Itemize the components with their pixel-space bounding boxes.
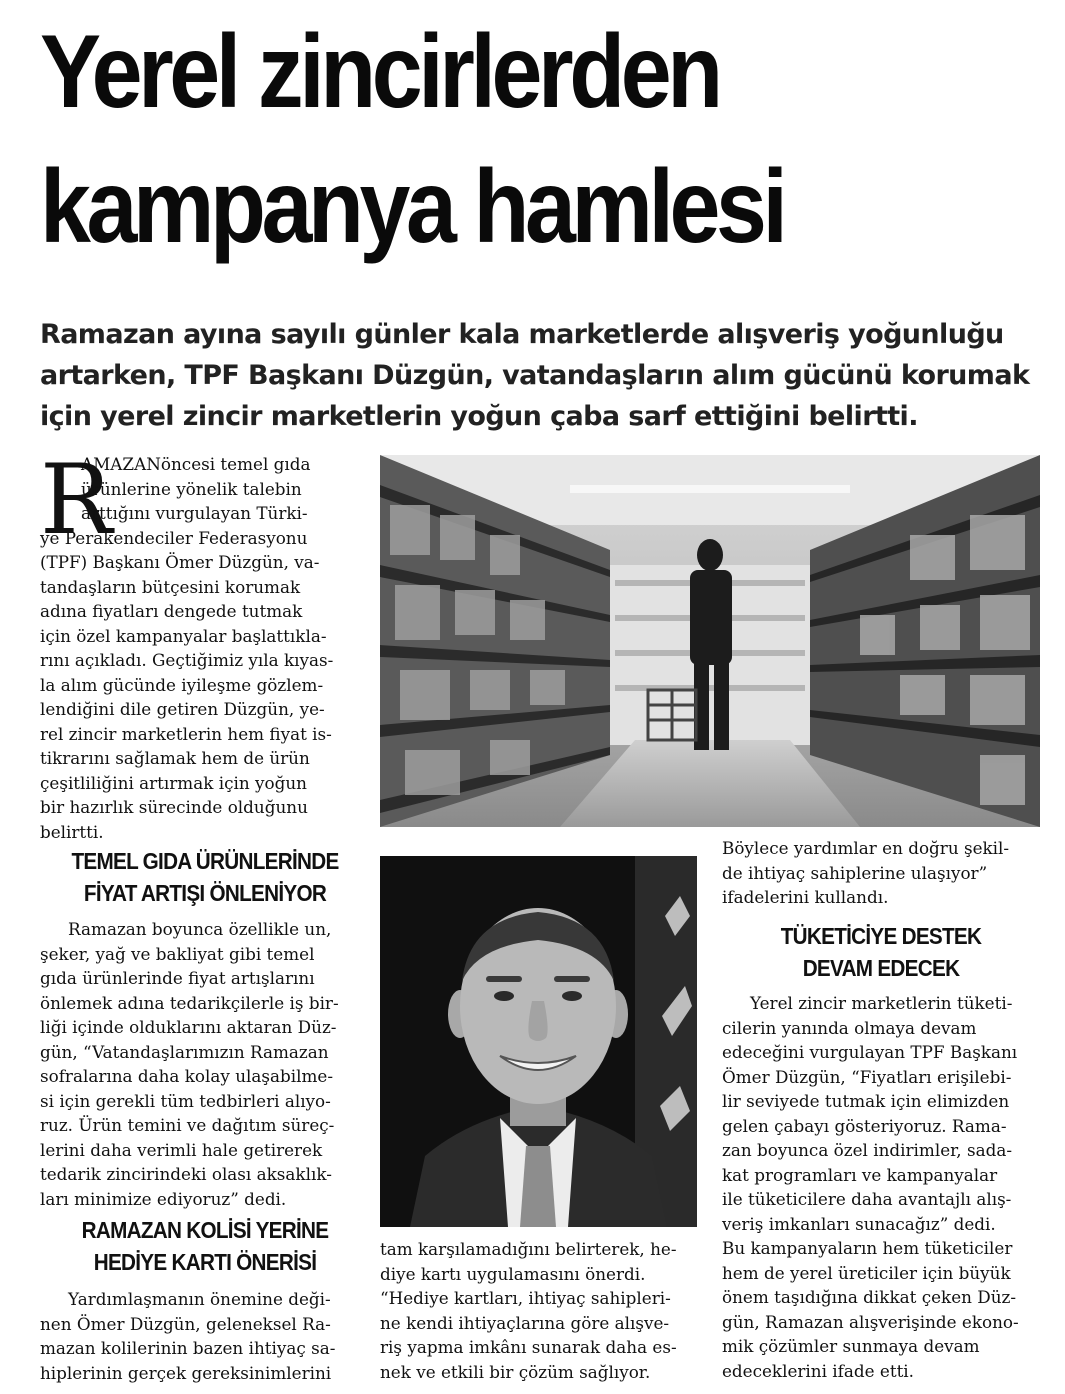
text-line: ifadelerini kullandı. — [722, 887, 889, 907]
text-line: cilerin yanında olmaya devam — [722, 1017, 977, 1038]
text-line: gıda ürünlerinde fiyat artışlarını — [40, 968, 315, 988]
subheading-line: RAMAZAN KOLİSİ YERİNE — [81, 1217, 329, 1243]
right-column-top-paragraph — [722, 836, 1042, 910]
text-line: liği içinde olduklarını aktaran Düz- — [40, 1017, 337, 1037]
text-line: tam karşılamadığını belirterek, he- — [380, 1239, 677, 1259]
deck-line: Ramazan ayına sayılı günler kala marketlerde alışveriş yoğunluğu — [40, 319, 1004, 350]
subheading-price-increase — [57, 845, 354, 909]
text-line: veriş imkanları sunacağız” dedi. — [722, 1213, 996, 1234]
text-line: mazan kolilerinin bazen ihtiyaç sa- — [40, 1338, 336, 1358]
text-line: sofralarına daha kolay ulaşabilme- — [40, 1066, 333, 1086]
text-line: ne kendi ihtiyaçlarına göre alışve- — [380, 1312, 670, 1333]
text-line: lerini daha verimli hale getirerek — [40, 1139, 323, 1160]
intro-paragraph — [40, 444, 370, 844]
text-line: çeşitliliğini artırmak için yoğun — [40, 772, 307, 793]
portrait-photo-omer-duzgun — [380, 856, 697, 1227]
text-line: “Hediye kartları, ihtiyaç sahipleri- — [380, 1288, 671, 1308]
text-line: AMAZANöncesi temel gıda — [81, 454, 311, 474]
subheading-consumer-support — [738, 920, 1024, 984]
text-line: nek ve etkili bir çözüm sağlıyor. — [380, 1361, 651, 1382]
drop-cap: R — [40, 444, 113, 556]
text-line: riş yapma imkânı sunarak daha es- — [380, 1337, 677, 1357]
text-line: ile tüketicilere daha avantajlı alış- — [722, 1189, 1012, 1209]
text-line: edeceklerini ifade etti. — [722, 1360, 915, 1381]
text-line: hem de yerel üreticiler için büyük — [722, 1262, 1011, 1283]
text-line: ye Perakendeciler Federasyonu — [40, 527, 308, 548]
text-line: Ramazan boyunca özellikle un, — [68, 919, 332, 939]
section-consumer-support-paragraph — [722, 991, 1042, 1383]
deck-line: artarken, TPF Başkanı Düzgün, vatandaşların alım gücünü korumak — [40, 360, 1030, 391]
text-line: ürünlerine yönelik talebin — [81, 478, 302, 499]
text-line: önlemek adına tedarikçilerle iş bir- — [40, 992, 339, 1013]
subheading-line: DEVAM EDECEK — [802, 955, 960, 981]
text-line: nen Ömer Düzgün, geleneksel Ra- — [40, 1313, 331, 1334]
text-line: bir hazırlık sürecinde olduğunu — [40, 797, 308, 817]
text-line: lendiğini dile getiren Düzgün, ye- — [40, 699, 325, 719]
text-line: arttığını vurgulayan Türki- — [81, 503, 308, 523]
text-line: Bu kampanyaların hem tüketiciler — [722, 1238, 1013, 1258]
section-gift-card-paragraph — [40, 1287, 370, 1385]
text-line: şeker, yağ ve bakliyat gibi temel — [40, 943, 315, 964]
subheading-line: FİYAT ARTIŞI ÖNLENİYOR — [83, 880, 327, 906]
text-line: rını açıkladı. Geçtiğimiz yıla kıyas- — [40, 650, 334, 670]
headline-line-2: kampanya hamlesi — [40, 149, 784, 265]
text-line: lir seviyede tutmak için elimizden — [722, 1091, 1010, 1111]
text-line: kat programları ve kampanyalar — [722, 1164, 998, 1185]
subheading-line: TEMEL GIDA ÜRÜNLERİNDE — [71, 848, 339, 874]
section-price-paragraph — [40, 917, 370, 1211]
text-line: mik çözümler sunmaya devam — [722, 1336, 980, 1356]
subheading-gift-card — [57, 1214, 354, 1278]
text-line: tikrarını sağlamak hem de ürün — [40, 748, 310, 768]
deck-line: için yerel zincir marketlerin yoğun çaba sarf ettiğini belirtti. — [40, 401, 918, 432]
text-line: tedarik zincirindeki olası aksaklık- — [40, 1164, 332, 1184]
text-line: edeceğini vurgulayan TPF Başkanı — [722, 1042, 1018, 1062]
text-line: si için gerekli tüm tedbirleri alıyo- — [40, 1090, 331, 1111]
text-line: Yerel zincir marketlerin tüketi- — [750, 993, 1013, 1013]
text-line: zan boyunca özel indirimler, sada- — [722, 1140, 1013, 1160]
text-line: rel zincir marketlerin hem fiyat is- — [40, 723, 332, 744]
text-line: tandaşların bütçesini korumak — [40, 576, 301, 597]
text-line: (TPF) Başkanı Ömer Düzgün, va- — [40, 552, 320, 572]
text-line: ları minimize ediyoruz” dedi. — [40, 1188, 287, 1209]
text-line: la alım gücünde iyileşme gözlem- — [40, 674, 324, 695]
text-line: Yardımlaşmanın önemine deği- — [68, 1289, 331, 1309]
text-line: için özel kampanyalar başlattıkla- — [40, 625, 327, 646]
supermarket-aisle-photo — [380, 455, 1040, 827]
text-line: adına fiyatları dengede tutmak — [40, 601, 303, 621]
text-line: de ihtiyaç sahiplerine ulaşıyor” — [722, 862, 988, 883]
text-line: gün, “Vatandaşlarımızın Ramazan — [40, 1041, 329, 1062]
middle-column-paragraph — [380, 1237, 700, 1384]
headline-line-1: Yerel zincirlerden — [40, 14, 719, 130]
text-line: hiplerinin gerçek gereksinimlerini — [40, 1362, 332, 1383]
text-line: gelen çabayı gösteriyoruz. Rama- — [722, 1115, 1007, 1136]
text-line: Böylece yardımlar en doğru şekil- — [722, 838, 1010, 858]
subheading-line: TÜKETİCİYE DESTEK — [780, 923, 982, 949]
text-line: gün, Ramazan alışverişinde ekono- — [722, 1311, 1019, 1332]
text-line: belirtti. — [40, 821, 104, 842]
text-line: Ömer Düzgün, “Fiyatları erişilebi- — [722, 1066, 1012, 1087]
text-line: önem taşıdığına dikkat çeken Düz- — [722, 1287, 1017, 1307]
text-line: diye kartı uygulamasını önerdi. — [380, 1263, 646, 1284]
subheading-line: HEDİYE KARTI ÖNERİSİ — [93, 1249, 317, 1275]
deck — [40, 314, 1040, 437]
text-line: ruz. Ürün temini ve dağıtım süreç- — [40, 1115, 335, 1135]
